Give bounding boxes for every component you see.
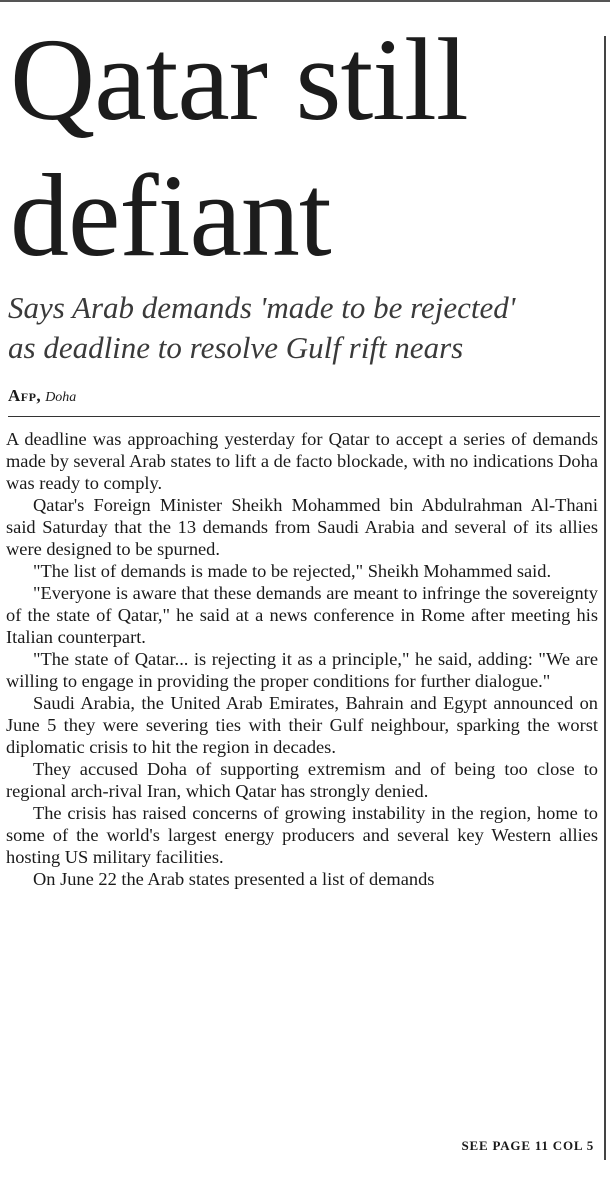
subheadline-line-1: Says Arab demands 'made to be rejected': [8, 290, 516, 325]
headline-line-1: Qatar still: [10, 14, 468, 145]
byline: [8, 386, 76, 408]
byline-divider: [8, 416, 600, 417]
continuation-jump-line[interactable]: SEE PAGE 11 COL 5: [461, 1138, 594, 1153]
article-paragraph: "The list of demands is made to be rejected," Sheikh Mohammed said.: [33, 561, 552, 581]
headline: [10, 12, 600, 284]
article-paragraph: On June 22 the Arab states presented a list of demands: [33, 869, 435, 889]
article-paragraph: "The state of Qatar... is rejecting it as a principle," he said, adding: "We are willing to engage in providing the proper conditions for further dialogue.": [6, 649, 598, 691]
subheadline-line-2: as deadline to resolve Gulf rift nears: [8, 330, 464, 365]
article-paragraph: Qatar's Foreign Minister Sheikh Mohammed bin Abdulrahman Al-Thani said Saturday that the 13 demands from Saudi Arabia and several of its allies were designed to be spurned.: [6, 495, 598, 559]
article-paragraph: Saudi Arabia, the United Arab Emirates, Bahrain and Egypt announced on June 5 they were severing ties with their Gulf neighbour, sparking the worst diplomatic crisis to hit the region in decades.: [6, 693, 598, 757]
byline-agency: Afp,: [8, 386, 42, 405]
byline-location: Doha: [45, 390, 77, 405]
article-paragraph: The crisis has raised concerns of growing instability in the region, home to some of the world's largest energy producers and several key Western allies hosting US military facilities.: [6, 803, 598, 867]
article-paragraph: They accused Doha of supporting extremism and of being too close to regional arch-rival Iran, which Qatar has strongly denied.: [6, 759, 598, 801]
subheadline: [8, 288, 604, 368]
headline-line-2: defiant: [10, 150, 331, 281]
article-paragraph: A deadline was approaching yesterday for Qatar to accept a series of demands made by several Arab states to lift a de facto blockade, with no indications Doha was ready to comply.: [6, 429, 598, 493]
top-border-rule: [0, 0, 610, 2]
column-rule: [604, 36, 606, 1160]
article-paragraph: "Everyone is aware that these demands are meant to infringe the sovereignty of the state of Qatar," he said at a news conference in Rome after meeting his Italian counterpart.: [6, 583, 598, 647]
article-body: [6, 428, 598, 890]
